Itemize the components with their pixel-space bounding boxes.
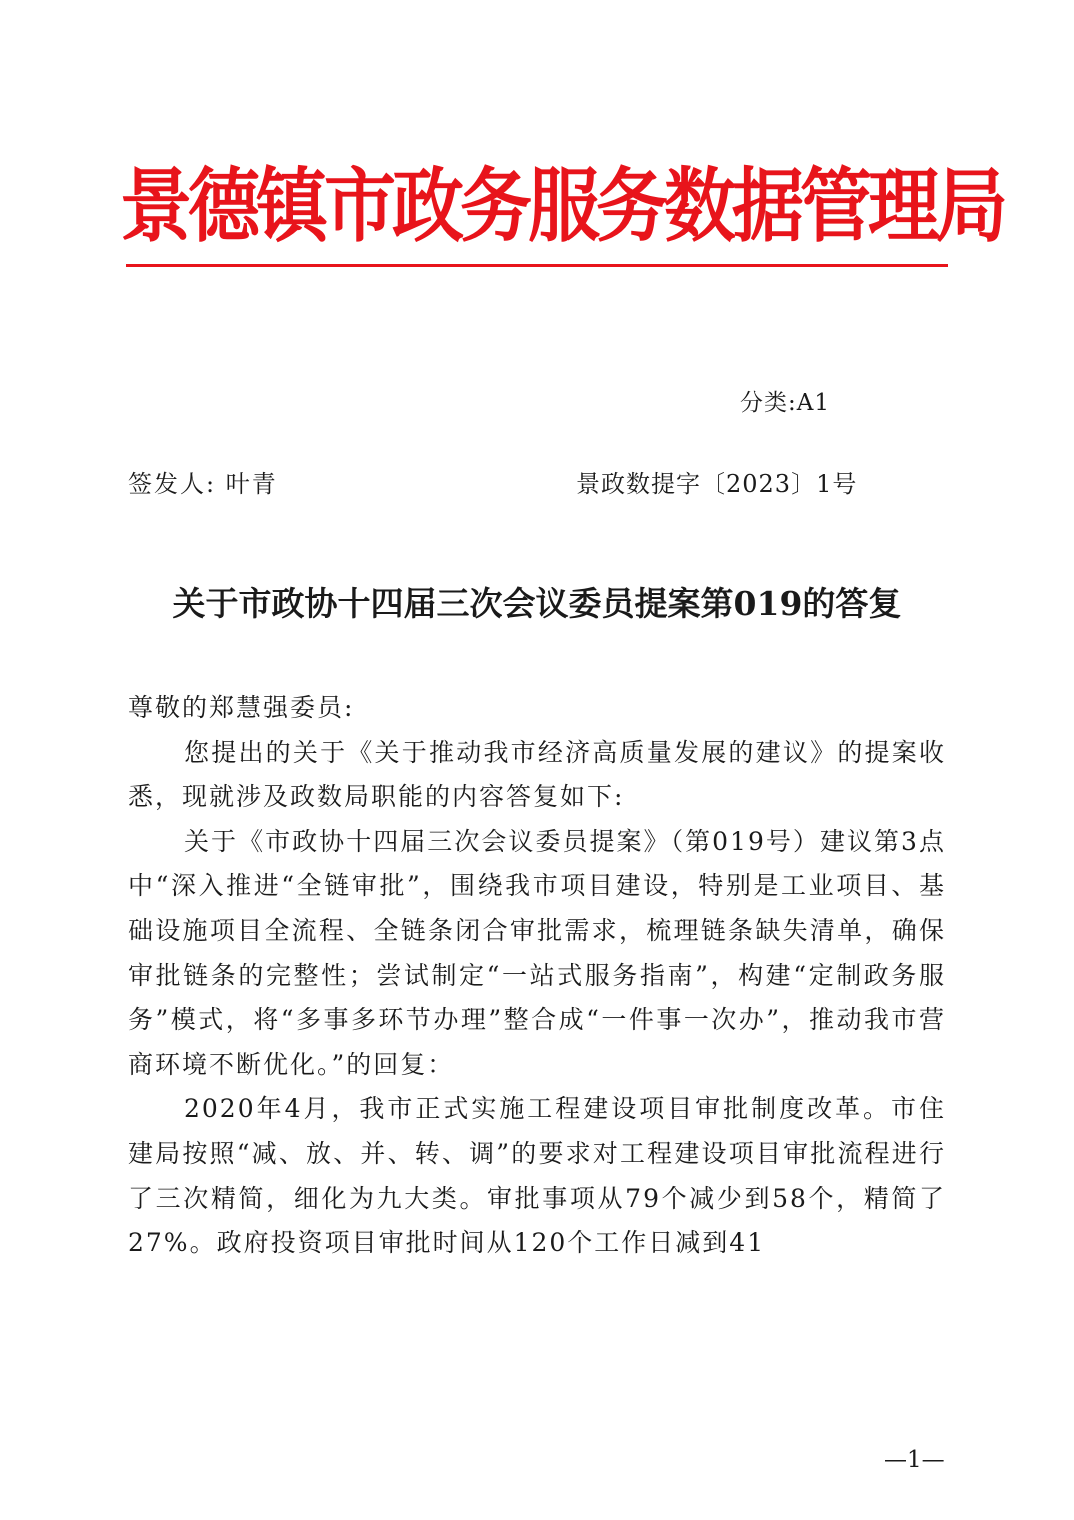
body-paragraph: 2020年4月，我市正式实施工程建设项目审批制度改革。市住建局按照“减、放、并、转、调”的要求对工程建设项目审批流程进行了三次精简，细化为九大类。审批事项从79个减少到58个，精简了27%。政府投资项目审批时间从120个工作日减到41 — [128, 1094, 946, 1258]
body-paragraph: 您提出的关于《关于推动我市经济高质量发展的建议》的提案收悉，现就涉及政数局职能的内容答复如下: — [128, 737, 946, 812]
red-divider-line — [126, 264, 948, 267]
body-paragraph: 关于《市政协十四届三次会议委员提案》（第019号）建议第3点中“深入推进“全链审批”，围绕我市项目建设，特别是工业项目、基础设施项目全流程、全链条闭合审批需求，梳理链条缺失清单，确保审批链条的完整性；尝试制定“一站式服务指南”，构建“定制政务服务”模式，将“多事多环节办理”整合成“一件事一次办”，推动我市营商环境不断优化。”的回复： — [128, 826, 946, 1079]
agency-masthead: 景德镇市政务服务数据管理局 — [120, 157, 1005, 254]
page-number: —1— — [884, 1447, 945, 1473]
classification-label: 分类:A1 — [740, 390, 830, 416]
document-body — [128, 686, 946, 1266]
document-number: 景政数提字〔2023〕1号 — [576, 470, 858, 498]
salutation: 尊敬的郑慧强委员: — [128, 693, 355, 722]
signer-label: 签发人: 叶青 — [128, 470, 278, 498]
document-title: 关于市政协十四届三次会议委员提案第019的答复 — [172, 584, 902, 623]
